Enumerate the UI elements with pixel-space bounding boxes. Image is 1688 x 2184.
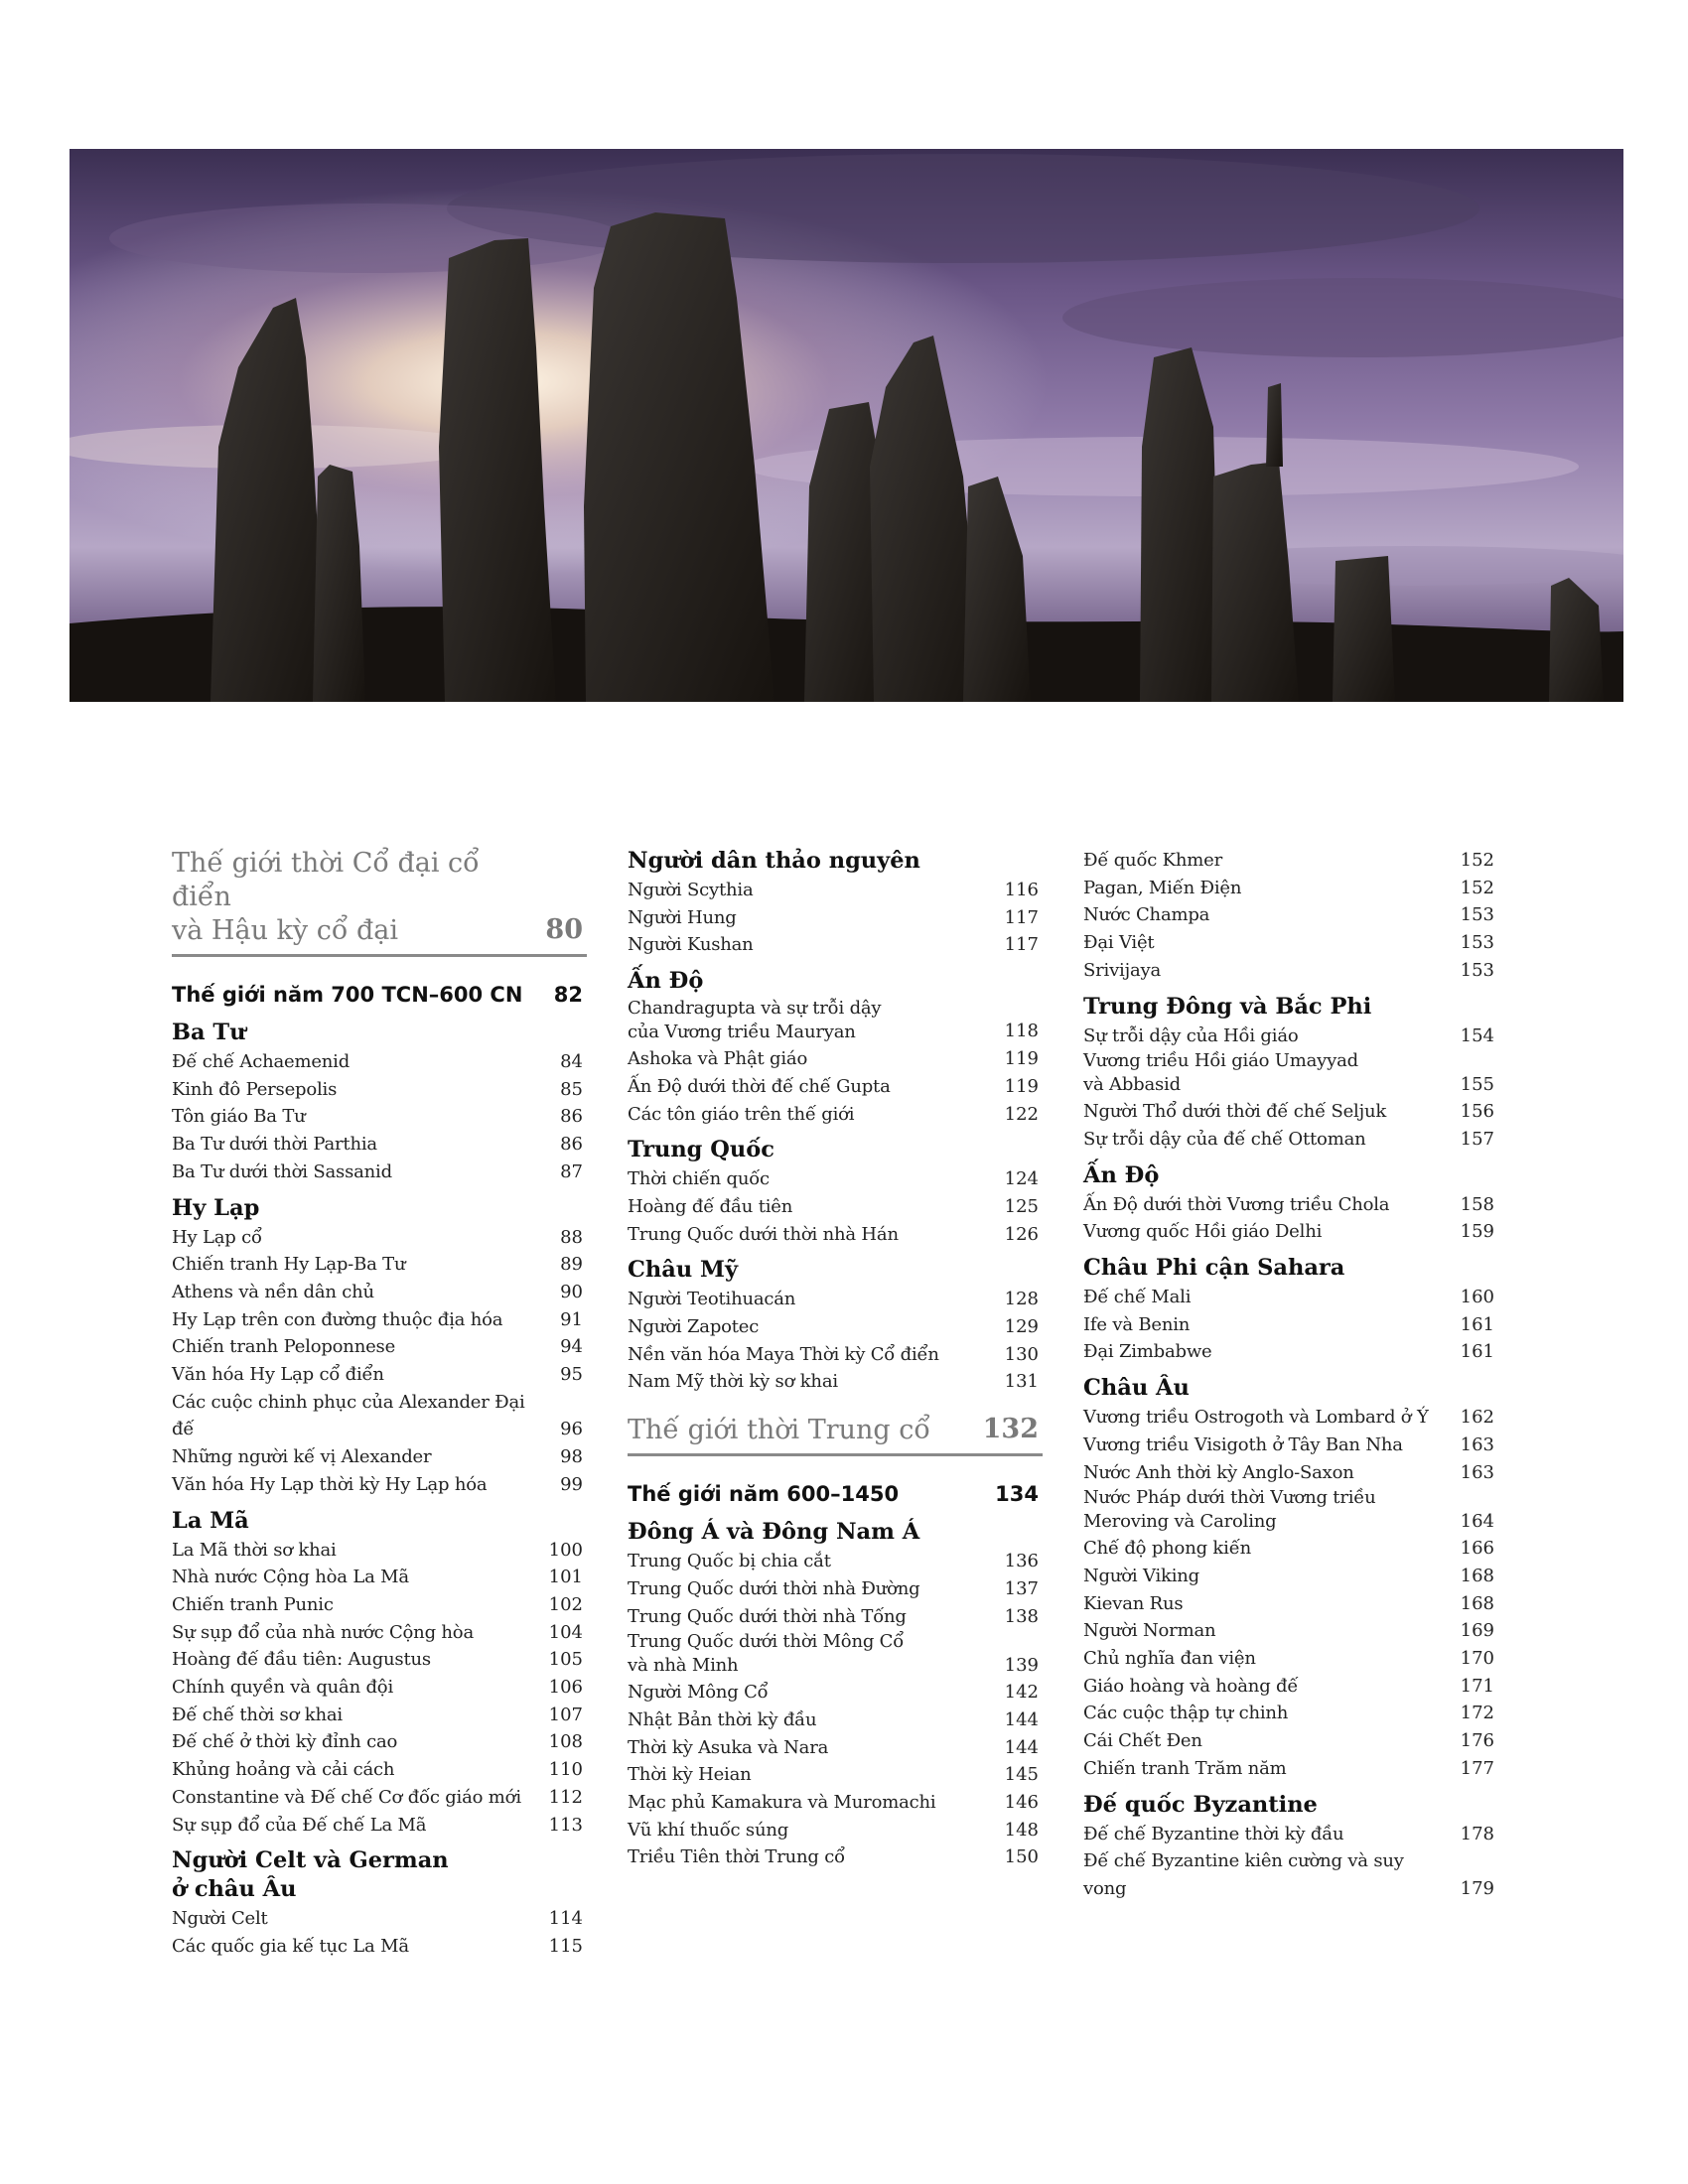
entry-page: 171: [1460, 1675, 1494, 1697]
entry-title: Constantine và Đế chế Cơ đốc giáo mới: [172, 1786, 521, 1808]
entry-page: 126: [1004, 1223, 1039, 1245]
entry-page: 179: [1460, 1877, 1494, 1899]
entry-title: Hy Lạp trên con đường thuộc địa hóa: [172, 1308, 503, 1330]
entry-page: 107: [548, 1704, 583, 1725]
toc-entry: [172, 1361, 587, 1389]
entry-title: Trung Quốc dưới thời nhà Hán: [628, 1223, 899, 1245]
entry-page: 160: [1460, 1287, 1494, 1308]
entry-page: 119: [1004, 1075, 1039, 1097]
entry-title: Thời kỳ Heian: [628, 1764, 752, 1786]
entry-title: Chủ nghĩa đan viện: [1083, 1648, 1256, 1670]
entry-page: 112: [548, 1786, 583, 1808]
section-heading: Ấn Độ: [628, 968, 704, 995]
entry-page: 154: [1460, 1024, 1494, 1046]
toc-entry: [628, 1630, 1043, 1679]
toc-entry: [172, 1159, 587, 1186]
entry-title: Đế chế Achaemenid: [172, 1051, 351, 1072]
entry-page: 157: [1460, 1128, 1494, 1150]
entry-title: Người Thổ dưới thời đế chế Seljuk: [1083, 1101, 1387, 1123]
section-heading: Châu Mỹ: [628, 1257, 739, 1284]
entry-title: Vũ khí thuốc súng: [628, 1819, 789, 1841]
toc-entry: [1083, 1700, 1498, 1727]
entry-title: Khủng hoảng và cải cách: [172, 1759, 395, 1781]
toc-entry: [172, 1443, 587, 1471]
entry-page: 95: [560, 1364, 583, 1386]
toc-entry: [172, 1933, 587, 1961]
toc-entry: [1083, 1821, 1498, 1848]
entry-title: Các cuộc thập tự chinh: [1083, 1703, 1289, 1724]
entry-title: La Mã thời sơ khai: [172, 1539, 337, 1561]
entry-title: Chế độ phong kiến: [1083, 1538, 1251, 1560]
toc-entry: [628, 1193, 1043, 1221]
toc-entry: [172, 1048, 587, 1076]
entry-page: 94: [560, 1336, 583, 1358]
entry-title: Hoàng đế đầu tiên: Augustus: [172, 1649, 431, 1671]
toc-entry: [1083, 1590, 1498, 1618]
entry-page: 86: [560, 1134, 583, 1156]
section-heading: Trung Quốc: [628, 1137, 774, 1163]
entry-page: 119: [1004, 1048, 1039, 1070]
entry-page: 108: [548, 1731, 583, 1753]
entry-page: 164: [1460, 1510, 1494, 1532]
entry-title: Người Mông Cổ: [628, 1682, 769, 1704]
section-heading: La Mã: [172, 1507, 249, 1534]
entry-page: 117: [1004, 906, 1039, 928]
toc-entry: [172, 1333, 587, 1361]
entry-title: Người Zapotec: [628, 1316, 760, 1338]
entry-title: Vương triều Hồi giáo Umayyad và Abbasid: [1083, 1050, 1358, 1095]
entry-page: 159: [1460, 1221, 1494, 1243]
toc-entry: [172, 1619, 587, 1647]
entry-page: 152: [1460, 850, 1494, 871]
toc-entry: [172, 1131, 587, 1159]
toc-entry: [1083, 1049, 1498, 1098]
toc-column-3: [1083, 847, 1498, 1903]
toc-entry: [628, 1603, 1043, 1631]
toc-entry: [172, 1784, 587, 1812]
entry-title: Mạc phủ Kamakura và Muromachi: [628, 1792, 936, 1814]
toc-entry: [628, 1817, 1043, 1844]
toc-entry: [628, 904, 1043, 932]
entry-title: Athens và nền dân chủ: [172, 1281, 374, 1302]
entry-page: 158: [1460, 1193, 1494, 1215]
entry-page: 89: [560, 1254, 583, 1276]
toc-entry: [628, 1575, 1043, 1603]
toc-entry: [172, 1564, 587, 1591]
entry-title: Người Teotihuacán: [628, 1289, 796, 1310]
entry-title: Các tôn giáo trên thế giới: [628, 1103, 855, 1125]
entry-page: 130: [1004, 1343, 1039, 1365]
period-heading: [628, 1480, 1043, 1508]
entry-page: 176: [1460, 1730, 1494, 1752]
entry-title: Chiến tranh Punic: [172, 1593, 334, 1615]
toc-entry: [172, 1674, 587, 1702]
toc-entry: [172, 1537, 587, 1565]
period-page: 82: [553, 983, 583, 1007]
entry-page: 168: [1460, 1592, 1494, 1614]
toc-entry: [1083, 1535, 1498, 1563]
toc-entry: [1083, 901, 1498, 929]
entry-title: Sự sụp đổ của Đế chế La Mã: [172, 1814, 427, 1836]
entry-title: Trung Quốc dưới thời nhà Đường: [628, 1577, 920, 1599]
section-heading: Châu Âu: [1083, 1375, 1190, 1402]
entry-title: Nước Pháp dưới thời Vương triều Meroving và Caroling: [1083, 1487, 1376, 1532]
entry-title: Nhà nước Cộng hòa La Mã: [172, 1567, 409, 1588]
entry-title: Những người kế vị Alexander: [172, 1446, 432, 1468]
entry-page: 113: [548, 1814, 583, 1836]
period-page: 134: [995, 1482, 1039, 1507]
entry-title: Triều Tiên thời Trung cổ: [628, 1846, 845, 1868]
entry-title: Ashoka và Phật giáo: [628, 1048, 808, 1070]
entry-page: 137: [1004, 1577, 1039, 1599]
entry-title: Thời chiến quốc: [628, 1168, 770, 1190]
toc-entry: [172, 1905, 587, 1933]
entry-page: 116: [1004, 880, 1039, 900]
toc-entry: [172, 1076, 587, 1104]
toc-entry: [172, 1591, 587, 1619]
toc-entry: [1083, 1645, 1498, 1673]
entry-title: Hy Lạp cổ: [172, 1226, 262, 1248]
toc-entry: [628, 1761, 1043, 1789]
entry-page: 146: [1004, 1792, 1039, 1814]
toc-entry: [1083, 1338, 1498, 1366]
entry-title: Đế chế Byzantine kiên cường và suy vong: [1083, 1850, 1404, 1899]
toc-entry: [628, 877, 1043, 904]
section-heading: Hy Lạp: [172, 1194, 260, 1221]
entry-title: Người Celt: [172, 1908, 268, 1930]
entry-title: Giáo hoàng và hoàng đế: [1083, 1675, 1299, 1697]
part-title: Thế giới thời Trung cổ: [628, 1415, 930, 1446]
entry-title: Người Kushan: [628, 934, 754, 956]
toc-entry: [1083, 929, 1498, 957]
toc-entry: [628, 1679, 1043, 1706]
entry-page: 118: [1004, 1021, 1039, 1042]
entry-title: Trung Quốc dưới thời Mông Cổ và nhà Minh: [628, 1631, 905, 1676]
entry-page: 106: [548, 1677, 583, 1699]
entry-page: 91: [560, 1308, 583, 1330]
entry-page: 170: [1460, 1648, 1494, 1670]
entry-page: 163: [1460, 1433, 1494, 1455]
standing-stones-sunset-photo: [70, 149, 1623, 702]
toc-entry: [172, 1389, 587, 1443]
toc-entry: [1083, 1191, 1498, 1219]
entry-page: 136: [1004, 1551, 1039, 1572]
toc-entry: [628, 1221, 1043, 1249]
entry-page: 128: [1004, 1289, 1039, 1310]
toc-entry: [1083, 847, 1498, 875]
entry-title: Ấn Độ dưới thời đế chế Gupta: [628, 1075, 891, 1097]
toc-entry: [172, 1279, 587, 1306]
part-heading: [172, 847, 587, 957]
entry-page: 100: [548, 1539, 583, 1561]
toc-entry: [1083, 1432, 1498, 1459]
entry-page: 131: [1004, 1371, 1039, 1393]
toc-entry: [628, 1045, 1043, 1073]
entry-page: 117: [1004, 934, 1039, 956]
section-heading: Ba Tư: [172, 1020, 246, 1045]
toc-entry: [1083, 1098, 1498, 1126]
entry-page: 105: [548, 1649, 583, 1671]
entry-page: 153: [1460, 932, 1494, 954]
entry-title: Ấn Độ dưới thời Vương triều Chola: [1083, 1193, 1390, 1215]
toc-entry: [628, 1313, 1043, 1341]
entry-title: Sự trỗi dậy của Hồi giáo: [1083, 1024, 1299, 1046]
toc-entry: [172, 1224, 587, 1252]
toc-entry: [1083, 1617, 1498, 1645]
entry-page: 172: [1460, 1703, 1494, 1724]
toc-entry: [1083, 1727, 1498, 1755]
toc-entry: [1083, 1218, 1498, 1246]
entry-page: 139: [1004, 1654, 1039, 1676]
entry-title: Chiến tranh Trăm năm: [1083, 1757, 1287, 1779]
entry-title: Chiến tranh Hy Lạp-Ba Tư: [172, 1254, 406, 1276]
toc-entry: [172, 1471, 587, 1499]
toc-entry: [1083, 1755, 1498, 1783]
toc-entry: [1083, 1847, 1498, 1902]
entry-page: 84: [560, 1051, 583, 1072]
entry-title: Pagan, Miến Điện: [1083, 877, 1242, 898]
entry-title: Tôn giáo Ba Tư: [172, 1106, 306, 1128]
period-title: Thế giới năm 700 TCN–600 CN: [172, 983, 523, 1007]
toc-entry: [628, 1341, 1043, 1369]
part-title: Thế giới thời Cổ đại cổ điển và Hậu kỳ cổ đại: [172, 848, 480, 946]
entry-title: Văn hóa Hy Lạp cổ điển: [172, 1364, 384, 1386]
entry-page: 144: [1004, 1736, 1039, 1758]
entry-title: Vương triều Visigoth ở Tây Ban Nha: [1083, 1433, 1403, 1455]
entry-title: Ba Tư dưới thời Parthia: [172, 1134, 377, 1156]
entry-page: 101: [548, 1567, 583, 1588]
toc-entry: [1083, 1404, 1498, 1432]
toc-entry: [172, 1702, 587, 1729]
entry-title: Đế chế ở thời kỳ đỉnh cao: [172, 1731, 398, 1753]
entry-title: Hoàng đế đầu tiên: [628, 1195, 793, 1217]
entry-page: 177: [1460, 1757, 1494, 1779]
toc-entry: [628, 1073, 1043, 1101]
entry-title: Srivijaya: [1083, 959, 1162, 981]
entry-page: 96: [560, 1419, 583, 1440]
part-page: 80: [545, 914, 583, 945]
entry-title: Vương quốc Hồi giáo Delhi: [1083, 1221, 1323, 1243]
toc-entry: [1083, 1284, 1498, 1311]
toc-entry: [1083, 1673, 1498, 1701]
entry-title: Kievan Rus: [1083, 1592, 1184, 1614]
section-heading: Ấn Độ: [1083, 1161, 1160, 1188]
section-heading: Trung Đông và Bắc Phi: [1083, 993, 1372, 1020]
entry-page: 122: [1004, 1103, 1039, 1125]
entry-title: Văn hóa Hy Lạp thời kỳ Hy Lạp hóa: [172, 1473, 488, 1495]
entry-title: Đại Việt: [1083, 932, 1155, 954]
entry-title: Thời kỳ Asuka và Nara: [628, 1736, 829, 1758]
entry-page: 153: [1460, 904, 1494, 926]
toc-column-1: [172, 847, 587, 1961]
toc-entry: [1083, 875, 1498, 902]
entry-page: 178: [1460, 1823, 1494, 1844]
entry-title: Chính quyền và quân đội: [172, 1677, 394, 1699]
toc-entry: [628, 1548, 1043, 1575]
toc-entry: [172, 1756, 587, 1784]
entry-page: 125: [1004, 1195, 1039, 1217]
entry-page: 153: [1460, 959, 1494, 981]
entry-page: 162: [1460, 1407, 1494, 1429]
entry-page: 156: [1460, 1101, 1494, 1123]
entry-title: Đế chế thời sơ khai: [172, 1704, 343, 1725]
entry-page: 98: [560, 1446, 583, 1468]
entry-page: 110: [548, 1759, 583, 1781]
toc-entry: [628, 931, 1043, 959]
period-heading: [172, 981, 587, 1009]
entry-page: 115: [548, 1935, 583, 1957]
entry-page: 88: [560, 1226, 583, 1248]
entry-page: 124: [1004, 1168, 1039, 1190]
toc-column-2: [628, 847, 1043, 1871]
section-heading: Châu Phi cận Sahara: [1083, 1255, 1345, 1282]
entry-page: 168: [1460, 1565, 1494, 1586]
entry-title: Ba Tư dưới thời Sassanid: [172, 1160, 392, 1182]
section-heading: Người dân thảo nguyên: [628, 848, 920, 874]
entry-page: 161: [1460, 1313, 1494, 1335]
toc-entry: [628, 1734, 1043, 1762]
entry-page: 99: [560, 1473, 583, 1495]
toc-entry: [172, 1251, 587, 1279]
toc-entry: [1083, 1126, 1498, 1154]
entry-title: Trung Quốc bị chia cắt: [628, 1551, 831, 1572]
toc-entry: [628, 1368, 1043, 1396]
period-title: Thế giới năm 600–1450: [628, 1482, 900, 1507]
entry-title: Đế chế Mali: [1083, 1287, 1192, 1308]
entry-page: 129: [1004, 1316, 1039, 1338]
entry-title: Nước Anh thời kỳ Anglo-Saxon: [1083, 1461, 1354, 1483]
entry-page: 142: [1004, 1682, 1039, 1704]
toc-entry: [1083, 957, 1498, 985]
toc-entry: [1083, 1563, 1498, 1590]
entry-page: 138: [1004, 1605, 1039, 1627]
entry-title: Các cuộc chinh phục của Alexander Đại đế: [172, 1391, 525, 1440]
entry-page: 145: [1004, 1764, 1039, 1786]
entry-title: Sự sụp đổ của nhà nước Cộng hòa: [172, 1621, 474, 1643]
part-heading: [628, 1414, 1043, 1456]
entry-page: 150: [1004, 1846, 1039, 1868]
toc-entry: [172, 1812, 587, 1840]
entry-title: Vương triều Ostrogoth và Lombard ở Ý: [1083, 1407, 1429, 1429]
toc-entry: [628, 1165, 1043, 1193]
entry-title: Kinh đô Persepolis: [172, 1078, 338, 1100]
toc-entry: [172, 1646, 587, 1674]
toc-entry: [172, 1728, 587, 1756]
section-heading: Đế quốc Byzantine: [1083, 1791, 1318, 1818]
toc-entry: [628, 1286, 1043, 1313]
entry-page: 144: [1004, 1708, 1039, 1730]
entry-page: 161: [1460, 1341, 1494, 1363]
entry-page: 87: [560, 1160, 583, 1182]
entry-title: Chiến tranh Peloponnese: [172, 1336, 396, 1358]
toc-entry: [628, 1789, 1043, 1817]
entry-page: 104: [548, 1621, 583, 1643]
entry-title: Chandragupta và sự trỗi dậy của Vương triều Mauryan: [628, 998, 882, 1042]
entry-page: 152: [1460, 877, 1494, 898]
toc-entry: [172, 1103, 587, 1131]
entry-title: Nhật Bản thời kỳ đầu: [628, 1708, 817, 1730]
entry-page: 114: [548, 1908, 583, 1930]
toc-entry: [628, 1101, 1043, 1129]
toc-entry: [1083, 1486, 1498, 1535]
entry-title: Sự trỗi dậy của đế chế Ottoman: [1083, 1128, 1366, 1150]
entry-title: Nước Champa: [1083, 904, 1210, 926]
entry-title: Cái Chết Đen: [1083, 1730, 1202, 1752]
part-page: 132: [982, 1414, 1039, 1445]
entry-title: Người Scythia: [628, 880, 754, 900]
entry-title: Ife và Benin: [1083, 1313, 1191, 1335]
entry-page: 166: [1460, 1538, 1494, 1560]
entry-title: Nền văn hóa Maya Thời kỳ Cổ điển: [628, 1343, 939, 1365]
toc-entry: [1083, 1311, 1498, 1339]
toc-entry: [628, 997, 1043, 1045]
entry-title: Người Viking: [1083, 1565, 1199, 1586]
section-heading: Người Celt và German ở châu Âu: [172, 1847, 449, 1903]
entry-title: Các quốc gia kế tục La Mã: [172, 1935, 409, 1957]
entry-page: 155: [1460, 1073, 1494, 1095]
entry-title: Người Norman: [1083, 1620, 1216, 1642]
entry-title: Trung Quốc dưới thời nhà Tống: [628, 1605, 907, 1627]
section-heading: Đông Á và Đông Nam Á: [628, 1519, 920, 1546]
entry-page: 85: [560, 1078, 583, 1100]
toc-entry: [1083, 1023, 1498, 1050]
entry-title: Đại Zimbabwe: [1083, 1341, 1212, 1363]
toc-entry: [172, 1306, 587, 1334]
entry-page: 169: [1460, 1620, 1494, 1642]
entry-page: 148: [1004, 1819, 1039, 1841]
entry-title: Người Hung: [628, 906, 737, 928]
toc-entry: [628, 1843, 1043, 1871]
entry-title: Nam Mỹ thời kỳ sơ khai: [628, 1371, 838, 1393]
toc-entry: [628, 1706, 1043, 1734]
entry-title: Đế chế Byzantine thời kỳ đầu: [1083, 1823, 1344, 1844]
entry-page: 86: [560, 1106, 583, 1128]
toc-entry: [1083, 1459, 1498, 1487]
entry-page: 102: [548, 1593, 583, 1615]
entry-page: 163: [1460, 1461, 1494, 1483]
entry-title: Đế quốc Khmer: [1083, 850, 1223, 871]
entry-page: 90: [560, 1281, 583, 1302]
